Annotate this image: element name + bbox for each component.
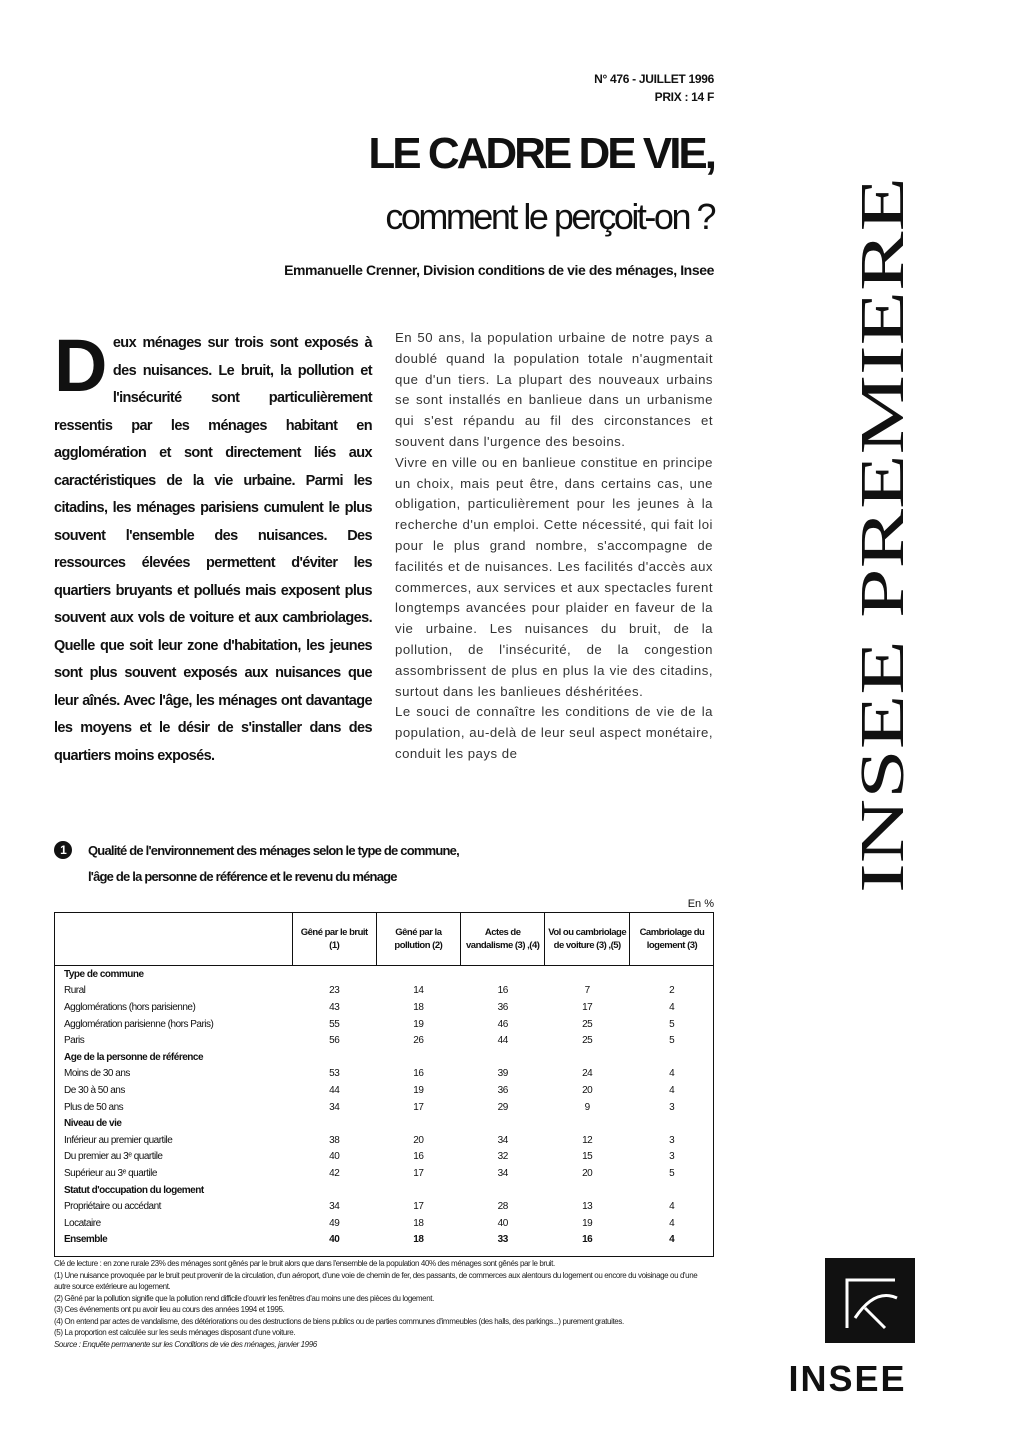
row-label: Age de la personne de référence bbox=[64, 1051, 204, 1063]
table-total-row bbox=[54, 1232, 714, 1249]
table-cell bbox=[460, 1182, 544, 1199]
note: (4) On entend par actes de vandalisme, des détériorations ou des destructions de biens publics ou de parties communes d'immeubles (des halls, des parkings...) purement gratuites. bbox=[54, 1316, 624, 1326]
row-label: Agglomération parisienne (hors Paris) bbox=[64, 1018, 214, 1030]
issue-number: N° 476 - JUILLET 1996 bbox=[594, 72, 714, 86]
note: (1) Une nuisance provoquée par le bruit peut provenir de la circulation, d'un aéroport, d'une voie de chemin de fer, des passants, de commerces aux alentours du logement ou encore du voisinage ou d'une autre source extérieure au logement. bbox=[54, 1270, 698, 1291]
table-cell: 5 bbox=[669, 1035, 675, 1047]
logo-text: INSEE bbox=[788, 1358, 907, 1399]
table-cell: 17 bbox=[413, 1167, 424, 1179]
table-cell: 19 bbox=[413, 1018, 424, 1030]
table-cell bbox=[292, 1115, 376, 1132]
table-cell: 36 bbox=[497, 1001, 508, 1013]
row-label: De 30 à 50 ans bbox=[64, 1084, 125, 1096]
note: (2) Gêné par la pollution signifie que la pollution rend difficile d'ouvrir les fenêtres d'au moins une des pièces du logement. bbox=[54, 1293, 434, 1303]
table-body bbox=[54, 966, 714, 1249]
note: (3) Ces événements ont pu avoir lieu au cours des années 1994 et 1995. bbox=[54, 1305, 285, 1314]
table-cell: 20 bbox=[582, 1167, 593, 1179]
table-cell: 19 bbox=[582, 1217, 593, 1229]
table-cell: 18 bbox=[413, 1234, 424, 1246]
table-cell: 56 bbox=[329, 1035, 340, 1047]
table-cell bbox=[292, 966, 376, 983]
table-cell: 19 bbox=[413, 1084, 424, 1096]
table-header-row bbox=[54, 913, 714, 966]
body-paragraph: Le souci de connaître les conditions de vie de la population, au-delà de leur seul aspect monétaire, conduit les pays de bbox=[395, 704, 713, 761]
table-cell bbox=[545, 1182, 630, 1199]
issue-header bbox=[594, 70, 714, 106]
table-header-cell: Actes de vandalisme (3) ,(4) bbox=[460, 913, 544, 966]
table-cell: 17 bbox=[582, 1001, 593, 1013]
row-label: Du premier au 3ᵉ quartile bbox=[64, 1151, 163, 1163]
table-row bbox=[54, 1215, 714, 1232]
vertical-brand-svg bbox=[845, 175, 915, 895]
table-cell: 4 bbox=[669, 1217, 675, 1229]
table-cell bbox=[376, 1182, 460, 1199]
table-title bbox=[54, 838, 714, 890]
data-table bbox=[54, 912, 714, 1248]
table-cell: 42 bbox=[329, 1167, 340, 1179]
table-cell: 23 bbox=[329, 985, 340, 997]
row-label: Plus de 50 ans bbox=[64, 1101, 124, 1113]
table-cell bbox=[629, 1182, 714, 1199]
table-header-cell: Gêné par le bruit (1) bbox=[292, 913, 376, 966]
table-header-cell: Gêné par la pollution (2) bbox=[376, 913, 460, 966]
table-notes bbox=[54, 1258, 714, 1350]
table-cell: 20 bbox=[413, 1134, 424, 1146]
table-cell: 4 bbox=[669, 1001, 675, 1013]
table-cell: 13 bbox=[582, 1201, 593, 1213]
table-cell bbox=[460, 1049, 544, 1066]
row-label: Inférieur au premier quartile bbox=[64, 1134, 173, 1146]
table-cell: 34 bbox=[329, 1201, 340, 1213]
table-cell: 33 bbox=[497, 1234, 508, 1246]
body-paragraph: Vivre en ville ou en banlieue constitue en principe un choix, mais peut être, dans certains cas, une obligation, particulièrement pour les jeunes à la recherche d'un emploi. Cette nécessité, qui fait loi pour le plus grand nombre, s'accompagne de facilités et de nuisances. Les facilités d'accès aux commerces, aux services et aux spectacles furent longtemps avancées pour plaider en faveur de la vie urbaine. Les nuisances du bruit, de la pollution, de l'insécurité, de la congestion assombrissent de plus en plus la vie des citadins, surtout dans les banlieues déshéritées. bbox=[395, 454, 713, 699]
table-cell: 32 bbox=[497, 1151, 508, 1163]
table-group-row bbox=[54, 1049, 714, 1066]
table-cell: 44 bbox=[497, 1035, 508, 1047]
table-cell: 40 bbox=[329, 1151, 340, 1163]
table-cell: 2 bbox=[669, 985, 675, 997]
table-cell: 5 bbox=[669, 1167, 675, 1179]
table-row bbox=[54, 1066, 714, 1083]
row-label: Rural bbox=[64, 985, 86, 997]
table-group-row bbox=[54, 966, 714, 983]
lead-text: eux ménages sur trois sont exposés à des nuisances. Le bruit, la pollution et l'insécurité sont particulièrement ressentis par les ménages habitant en agglomération et sont directement liés aux caractéristiques de la vie urbaine. Parmi les citadins, les ménages parisiens cumulent le plus souvent l'ensemble des nuisances. Des ressources élevées permettent d'éviter les quartiers bruyants et pollués mais exposent plus souvent aux vols de voiture et aux cambriolages. Quelle que soit leur zone d'habitation, les jeunes sont plus souvent exposés aux nuisances que leur aînés. Avec l'âge, les ménages ont davantage les moyens et le désir de s'installer dans des quartiers moins exposés. bbox=[54, 335, 372, 764]
row-label: Supérieur au 3ᵉ quartile bbox=[64, 1167, 157, 1179]
note: (5) La proportion est calculée sur les seuls ménages disposant d'une voiture. bbox=[54, 1328, 296, 1337]
table-cell: 4 bbox=[669, 1234, 675, 1246]
table-row bbox=[54, 1016, 714, 1033]
source-note: Source : Enquête permanente sur les Conditions de vie des ménages, janvier 1996 bbox=[54, 1339, 317, 1349]
table-cell bbox=[460, 1115, 544, 1132]
table-cell: 3 bbox=[669, 1134, 675, 1146]
table-cell: 39 bbox=[497, 1068, 508, 1080]
table-title-line: l'âge de la personne de référence et le revenu du ménage bbox=[88, 869, 397, 884]
table-cell: 55 bbox=[329, 1018, 340, 1030]
table-cell bbox=[629, 1049, 714, 1066]
table-cell: 25 bbox=[582, 1035, 593, 1047]
row-label: Niveau de vie bbox=[64, 1118, 122, 1130]
table-row bbox=[54, 1149, 714, 1166]
table-title-line: Qualité de l'environnement des ménages selon le type de commune, bbox=[88, 843, 459, 858]
table-row bbox=[54, 1099, 714, 1116]
table-unit: En % bbox=[687, 898, 714, 910]
drop-cap: D bbox=[54, 324, 107, 407]
body-text bbox=[395, 328, 713, 804]
row-label: Moins de 30 ans bbox=[64, 1068, 130, 1080]
lead-paragraph bbox=[54, 324, 372, 770]
table-cell: 18 bbox=[413, 1001, 424, 1013]
table-header-cell: Vol ou cambriolage de voiture (3) ,(5) bbox=[545, 913, 630, 966]
author-line: Emmanuelle Crenner, Division conditions de vie des ménages, Insee bbox=[284, 262, 714, 278]
table-cell: 17 bbox=[413, 1201, 424, 1213]
row-label: Type de commune bbox=[64, 968, 144, 980]
table-cell: 5 bbox=[669, 1018, 675, 1030]
table-row bbox=[54, 1032, 714, 1049]
table-cell: 4 bbox=[669, 1084, 675, 1096]
table-row bbox=[54, 983, 714, 1000]
vertical-brand-text: INSEE PREMIERE bbox=[849, 395, 915, 893]
table-header-cell bbox=[54, 913, 292, 966]
table-group-row bbox=[54, 1182, 714, 1199]
table-cell: 4 bbox=[669, 1068, 675, 1080]
row-label: Propriétaire ou accédant bbox=[64, 1201, 161, 1213]
table-cell: 16 bbox=[497, 985, 508, 997]
table-row bbox=[54, 1165, 714, 1182]
page-subtitle: comment le perçoit-on ? bbox=[385, 196, 714, 237]
insee-logo bbox=[780, 1258, 915, 1408]
table-cell bbox=[629, 1115, 714, 1132]
table-cell bbox=[292, 1182, 376, 1199]
table-header-cell: Cambriolage du logement (3) bbox=[629, 913, 714, 966]
table-cell: 15 bbox=[582, 1151, 593, 1163]
table-cell: 14 bbox=[413, 985, 424, 997]
row-label: Paris bbox=[64, 1035, 85, 1047]
table-cell bbox=[376, 1115, 460, 1132]
table-cell: 16 bbox=[413, 1068, 424, 1080]
table-row bbox=[54, 999, 714, 1016]
table-cell: 34 bbox=[329, 1101, 340, 1113]
page-title: LE CADRE DE VIE, bbox=[368, 129, 714, 178]
issue-price: PRIX : 14 F bbox=[654, 90, 714, 104]
table-cell: 20 bbox=[582, 1084, 593, 1096]
table-cell: 3 bbox=[669, 1101, 675, 1113]
table-cell: 36 bbox=[497, 1084, 508, 1096]
table-cell: 34 bbox=[497, 1167, 508, 1179]
table-cell: 24 bbox=[582, 1068, 593, 1080]
table-cell: 34 bbox=[497, 1134, 508, 1146]
body-paragraph: En 50 ans, la population urbaine de notre pays a doublé quand la population totale n'augmentait que d'un tiers. La plupart des nouveaux urbains se sont installés en banlieue dans un urbanisme qui s'est répandu au fil des circonstances et souvent dans l'urgence des besoins. bbox=[395, 330, 713, 449]
table-cell: 28 bbox=[497, 1201, 508, 1213]
table-cell: 3 bbox=[669, 1151, 675, 1163]
table-group-row bbox=[54, 1115, 714, 1132]
table-cell bbox=[545, 1049, 630, 1066]
table-cell: 29 bbox=[497, 1101, 508, 1113]
logo-mark-icon bbox=[825, 1258, 915, 1343]
table-cell: 12 bbox=[582, 1134, 593, 1146]
table-cell: 38 bbox=[329, 1134, 340, 1146]
table-cell: 26 bbox=[413, 1035, 424, 1047]
table-cell: 16 bbox=[582, 1234, 593, 1246]
table-cell: 17 bbox=[413, 1101, 424, 1113]
table-cell: 25 bbox=[582, 1018, 593, 1030]
row-label: Locataire bbox=[64, 1217, 101, 1229]
row-label: Statut d'occupation du logement bbox=[64, 1184, 204, 1196]
table-cell: 4 bbox=[669, 1201, 675, 1213]
logo-mark bbox=[825, 1258, 915, 1343]
table-row bbox=[54, 1132, 714, 1149]
vertical-brand bbox=[845, 175, 915, 895]
table-row bbox=[54, 1198, 714, 1215]
note: Clé de lecture : en zone rurale 23% des ménages sont gênés par le bruit alors que dans l'ensemble de la population 40% des ménages sont gênés par le bruit. bbox=[54, 1259, 555, 1268]
table-cell: 46 bbox=[497, 1018, 508, 1030]
table-cell: 40 bbox=[329, 1234, 340, 1246]
table-cell: 7 bbox=[584, 985, 590, 997]
table-cell: 40 bbox=[497, 1217, 508, 1229]
table-cell: 43 bbox=[329, 1001, 340, 1013]
table-cell bbox=[545, 1115, 630, 1132]
table-cell: 9 bbox=[584, 1101, 590, 1113]
table-cell bbox=[545, 966, 630, 983]
table-cell bbox=[376, 966, 460, 983]
table-cell: 16 bbox=[413, 1151, 424, 1163]
table-cell bbox=[460, 966, 544, 983]
table-cell: 53 bbox=[329, 1068, 340, 1080]
table-cell bbox=[292, 1049, 376, 1066]
table-cell bbox=[629, 966, 714, 983]
table-number-badge: 1 bbox=[54, 841, 72, 859]
row-label: Ensemble bbox=[64, 1234, 108, 1246]
table-cell: 18 bbox=[413, 1217, 424, 1229]
row-label: Agglomérations (hors parisienne) bbox=[64, 1001, 196, 1013]
table-cell bbox=[376, 1049, 460, 1066]
table-cell: 49 bbox=[329, 1217, 340, 1229]
table-row bbox=[54, 1082, 714, 1099]
table-cell: 44 bbox=[329, 1084, 340, 1096]
